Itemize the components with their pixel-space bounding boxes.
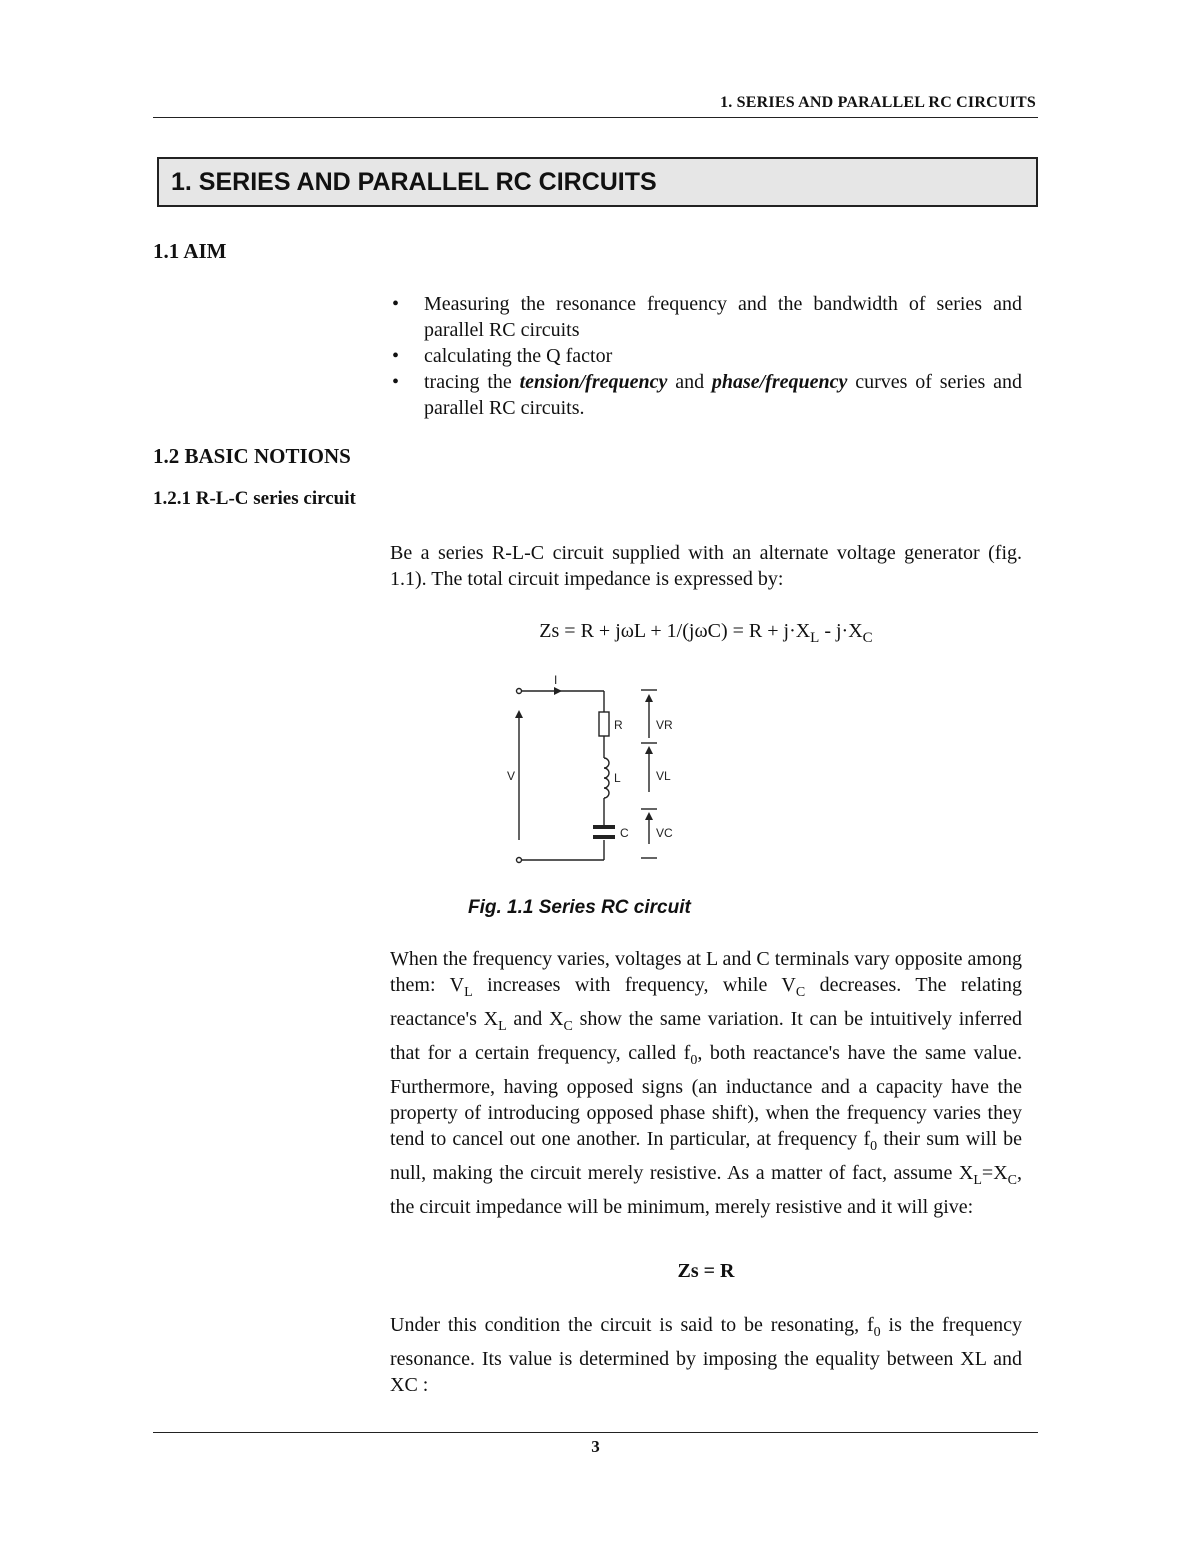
capacitor-plate	[593, 825, 615, 829]
terminal-bottom	[517, 858, 522, 863]
inductor-label: L	[614, 771, 621, 785]
bullet-icon: •	[392, 371, 400, 393]
vr-arrow-icon	[645, 694, 653, 702]
terminal-top	[517, 689, 522, 694]
vl-arrow-icon	[645, 746, 653, 754]
footer-rule	[153, 1432, 1038, 1433]
bullet-icon: •	[392, 293, 400, 315]
basic-notions-heading: 1.2 BASIC NOTIONS	[153, 444, 351, 468]
capacitor-label: C	[620, 826, 629, 840]
header-rule	[153, 117, 1038, 118]
aim-item: • Measuring the resonance frequency and the bandwidth of series and parallel RC circuits	[392, 293, 1022, 341]
series-circuit-heading: 1.2.1 R-L-C series circuit	[153, 488, 356, 509]
aim-item: • tracing the tension/frequency and phase/frequency curves of series and parallel RC circuits.	[392, 371, 1022, 419]
vl-label: VL	[656, 769, 671, 783]
voltage-arrow-icon	[515, 710, 523, 718]
vc-label: VC	[656, 826, 673, 840]
resistive-impedance-formula: Zs = R	[677, 1260, 735, 1282]
intro-paragraph: Be a series R-L-C circuit supplied with an alternate voltage generator (fig. 1.1). The total circuit impedance is expressed by:	[390, 542, 1022, 590]
impedance-formula: $Zs = R + j\omega L + 1/(j\omega C) = R + j\cdot X_L - j\cdot X_C$	[539, 620, 873, 646]
chapter-title: 1. SERIES AND PARALLEL RC CIRCUITS	[171, 168, 657, 196]
chapter-title-box	[157, 157, 1038, 207]
running-header: 1. SERIES AND PARALLEL RC CIRCUITS	[720, 94, 1036, 111]
aim-list	[390, 291, 1022, 421]
capacitor-plate	[593, 835, 615, 839]
figure-caption: Fig. 1.1 Series RC circuit	[468, 897, 691, 918]
aim-heading: 1.1 AIM	[153, 239, 227, 263]
inductor-symbol	[604, 758, 609, 798]
current-label: I	[554, 673, 558, 687]
resistor-symbol	[599, 712, 609, 736]
series-rlc-circuit-diagram	[500, 670, 690, 870]
resonance-paragraph: Under this condition the circuit is said to be resonating, $f_0$ is the frequency resonance. Its value is determined by imposing the equality between XL and XC :	[390, 1314, 1022, 1396]
aim-item: • calculating the Q factor	[392, 345, 613, 367]
bullet-icon: •	[392, 345, 400, 367]
frequency-paragraph: When the frequency varies, voltages at L and C terminals vary opposite among them: $V_L$ increases with frequency, while $V_C$ decreases. The relating reactance's $X_L$ and $X_C$ show the same variation. It can be intuitively inferred that for a certain frequency, called $f_0$, both reactance's have the same value. Furthermore, having opposed signs (an inductance and a capacity have the property of introducing opposed phase shift), when the frequency varies they tend to cancel out one another. In particular, at frequency $f_0$ their sum will be null, making the circuit merely resistive. As a matter of fact, assume $X_L=X_C$, the circuit impedance will be minimum, merely resistive and it will give:	[390, 948, 1023, 1218]
voltage-label: V	[507, 769, 516, 783]
vc-arrow-icon	[645, 812, 653, 820]
current-arrow-icon	[554, 687, 562, 695]
resistor-label: R	[614, 718, 623, 732]
vr-label: VR	[656, 718, 673, 732]
page-number: 3	[591, 1437, 600, 1456]
